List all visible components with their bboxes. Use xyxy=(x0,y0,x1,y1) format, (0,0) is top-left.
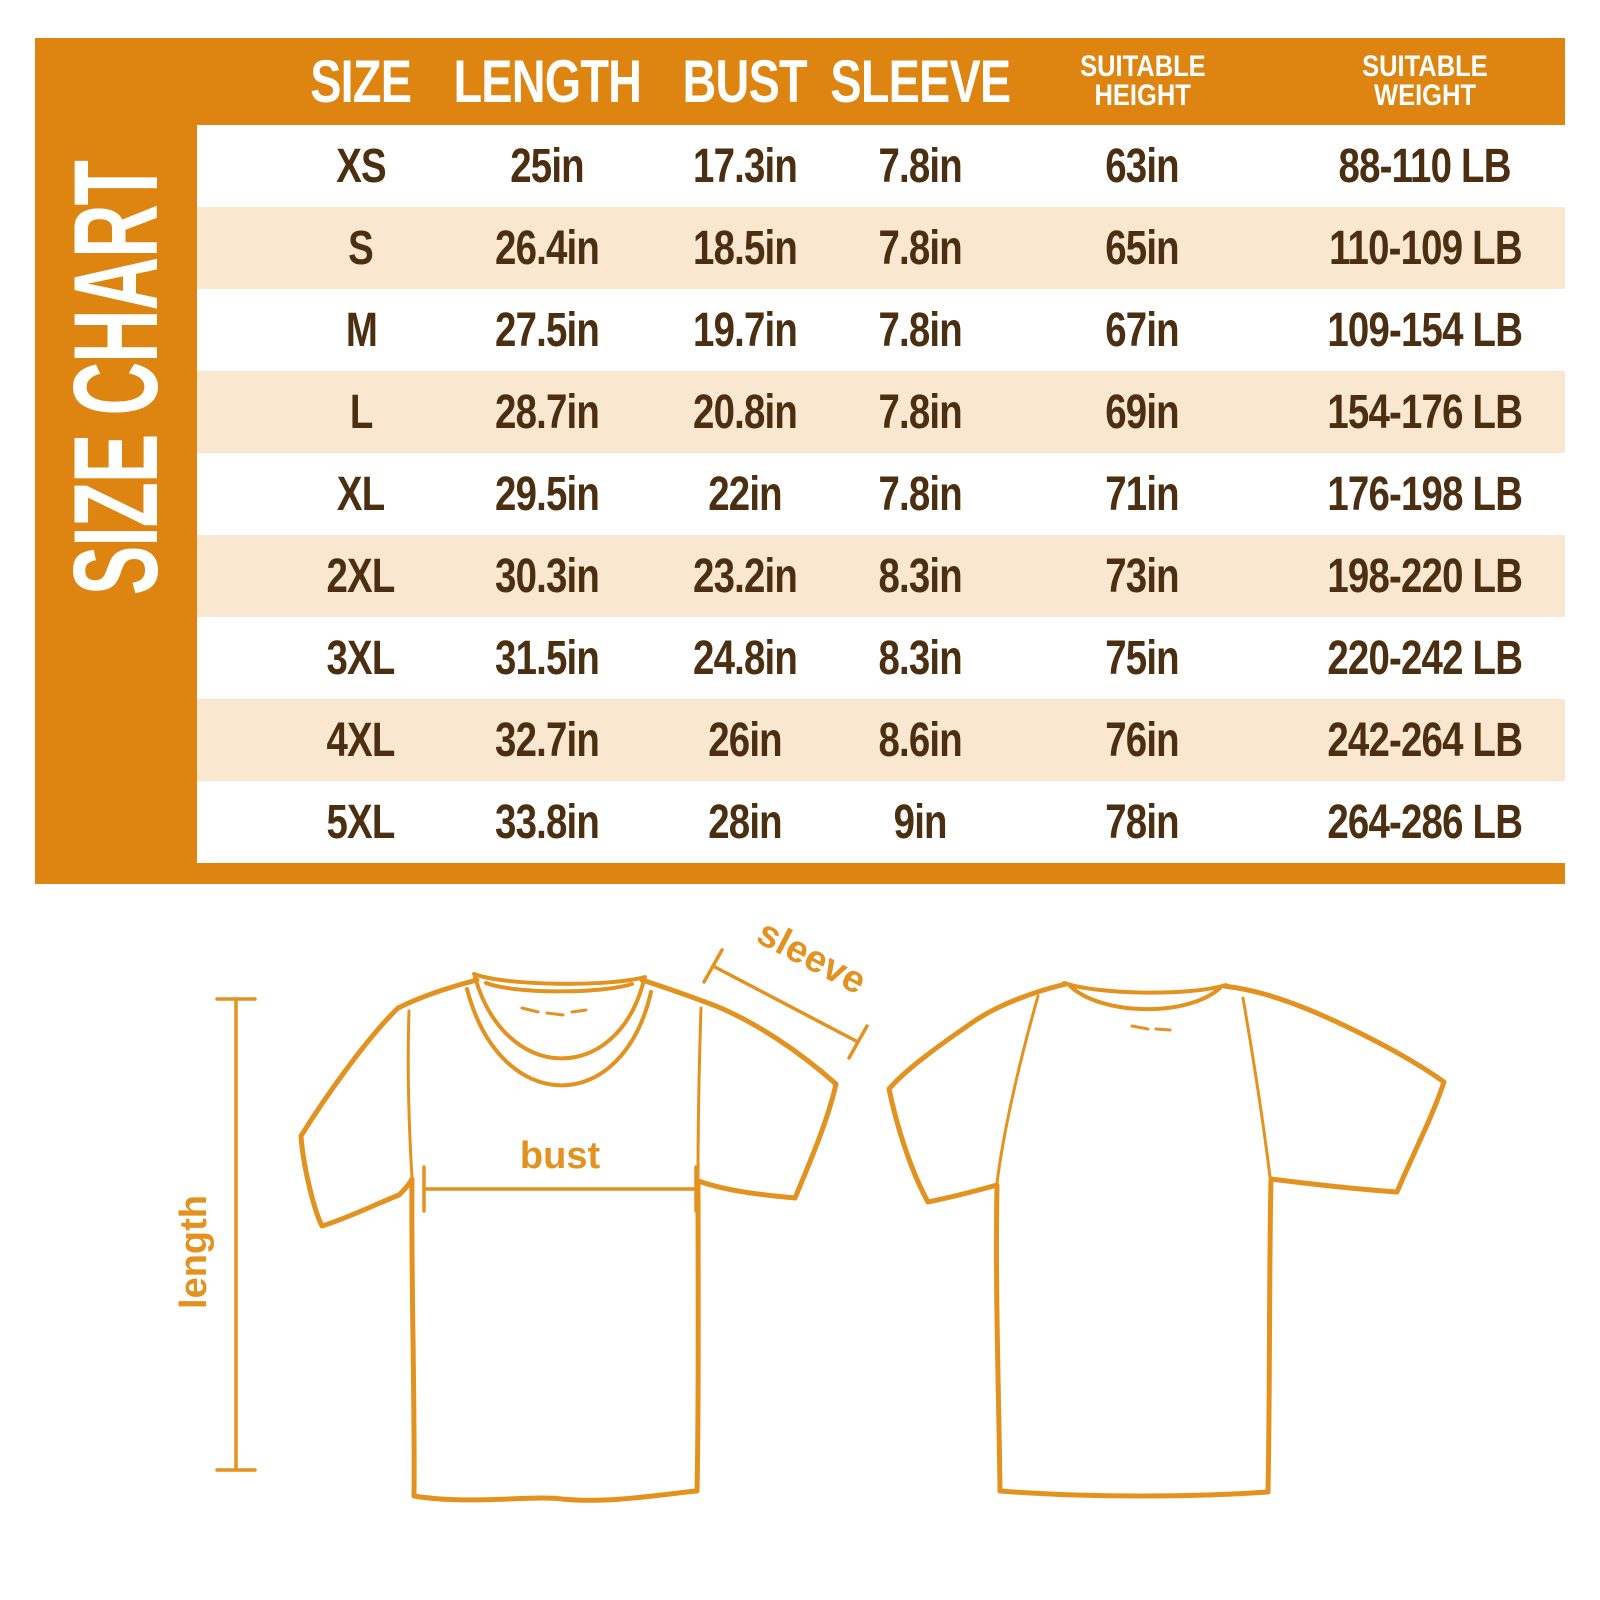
col-header-suitable-height xyxy=(1000,38,1285,125)
cell-bust: 18.5in xyxy=(692,221,798,275)
cell-bust: 23.2in xyxy=(692,549,798,603)
cell-weight: 264-286 LB xyxy=(1327,795,1523,849)
cell-sleeve: 8.6in xyxy=(878,713,962,767)
measurement-diagram xyxy=(0,880,1600,1600)
table-row-l xyxy=(197,371,1565,453)
table-row-s xyxy=(197,207,1565,289)
table-row-5xl xyxy=(197,781,1565,863)
cell-length: 28.7in xyxy=(495,385,600,439)
cell-weight: 198-220 LB xyxy=(1327,549,1523,603)
cell-length: 29.5in xyxy=(495,467,600,521)
table-row-m xyxy=(197,289,1565,371)
cell-length: 25in xyxy=(510,139,585,193)
cell-size: M xyxy=(345,303,377,357)
cell-bust: 19.7in xyxy=(692,303,798,357)
table-body xyxy=(197,125,1565,863)
cell-size: 2XL xyxy=(326,549,396,603)
col-header-label-line1: SUITABLE xyxy=(1362,50,1488,83)
cell-height: 75in xyxy=(1105,631,1180,685)
cell-bust: 20.8in xyxy=(692,385,798,439)
col-header-label: LENGTH xyxy=(453,47,642,115)
cell-length: 26.4in xyxy=(495,221,600,275)
cell-bust: 22in xyxy=(708,467,782,521)
table-row-2xl xyxy=(197,535,1565,617)
cell-length: 27.5in xyxy=(495,303,600,357)
size-chart-table xyxy=(35,38,1565,884)
cell-bust: 24.8in xyxy=(692,631,798,685)
cell-weight: 110-109 LB xyxy=(1328,221,1522,275)
col-header-sleeve xyxy=(830,38,1010,125)
collar-stitches xyxy=(522,1008,586,1015)
col-header-label-line2: HEIGHT xyxy=(1094,78,1191,112)
table-row-xs xyxy=(197,125,1565,207)
col-header-suitable-weight xyxy=(1285,38,1565,125)
cell-sleeve: 7.8in xyxy=(878,385,962,439)
cell-size: S xyxy=(348,221,374,275)
cell-sleeve: 9in xyxy=(893,795,947,849)
cell-size: XL xyxy=(337,467,385,521)
bust-measure-line xyxy=(424,1135,696,1211)
table-row-xl xyxy=(197,453,1565,535)
cell-size: L xyxy=(349,385,373,439)
cell-weight: 242-264 LB xyxy=(1327,713,1523,767)
cell-size: 3XL xyxy=(326,631,396,685)
col-header-label: SLEEVE xyxy=(830,47,1010,115)
collar-stitches xyxy=(1132,1026,1170,1030)
cell-height: 65in xyxy=(1105,221,1180,275)
col-header-label: SIZE xyxy=(310,47,412,115)
cell-height: 78in xyxy=(1105,795,1180,849)
cell-length: 32.7in xyxy=(495,713,600,767)
cell-weight: 220-242 LB xyxy=(1327,631,1523,685)
cell-bust: 28in xyxy=(708,795,782,849)
bust-label: bust xyxy=(519,1135,601,1177)
cell-height: 71in xyxy=(1105,467,1180,521)
table-row-3xl xyxy=(197,617,1565,699)
cell-bust: 26in xyxy=(708,713,782,767)
col-header-label: BUST xyxy=(682,47,808,115)
front-collar xyxy=(474,974,645,984)
cell-height: 73in xyxy=(1105,549,1180,603)
cell-sleeve: 7.8in xyxy=(878,139,962,193)
cell-sleeve: 7.8in xyxy=(878,221,962,275)
table-row-4xl xyxy=(197,699,1565,781)
cell-size: 4XL xyxy=(326,713,396,767)
cell-length: 31.5in xyxy=(495,631,600,685)
size-chart-side-title: SIZE CHART xyxy=(49,161,183,596)
cell-weight: 154-176 LB xyxy=(1327,385,1523,439)
back-collar xyxy=(1064,983,1226,993)
cell-weight: 176-198 LB xyxy=(1327,467,1523,521)
cell-sleeve: 8.3in xyxy=(878,549,962,603)
tshirt-front-drawing xyxy=(301,974,836,1500)
cell-height: 67in xyxy=(1105,303,1180,357)
cell-height: 69in xyxy=(1105,385,1180,439)
cell-length: 33.8in xyxy=(495,795,600,849)
cell-size: XS xyxy=(336,139,386,193)
cell-length: 30.3in xyxy=(495,549,600,603)
col-header-length xyxy=(445,38,650,125)
cell-weight: 88-110 LB xyxy=(1338,139,1512,193)
length-label: length xyxy=(173,1195,215,1309)
sleeve-label: sleeve xyxy=(750,911,873,1003)
col-header-label-line1: SUITABLE xyxy=(1079,50,1206,83)
cell-weight: 109-154 LB xyxy=(1327,303,1523,357)
cell-sleeve: 7.8in xyxy=(878,467,962,521)
cell-sleeve: 7.8in xyxy=(878,303,962,357)
sleeve-measure-line xyxy=(704,912,873,1058)
cell-bust: 17.3in xyxy=(692,139,798,193)
table-header-row xyxy=(197,38,1565,125)
length-measure-line xyxy=(173,999,255,1470)
col-header-size xyxy=(197,38,445,125)
col-header-bust xyxy=(650,38,840,125)
cell-height: 76in xyxy=(1105,713,1180,767)
col-header-label-line2: WEIGHT xyxy=(1374,78,1476,112)
cell-sleeve: 8.3in xyxy=(878,631,962,685)
cell-size: 5XL xyxy=(326,795,396,849)
tshirt-back-drawing xyxy=(889,983,1444,1496)
cell-height: 63in xyxy=(1105,139,1180,193)
